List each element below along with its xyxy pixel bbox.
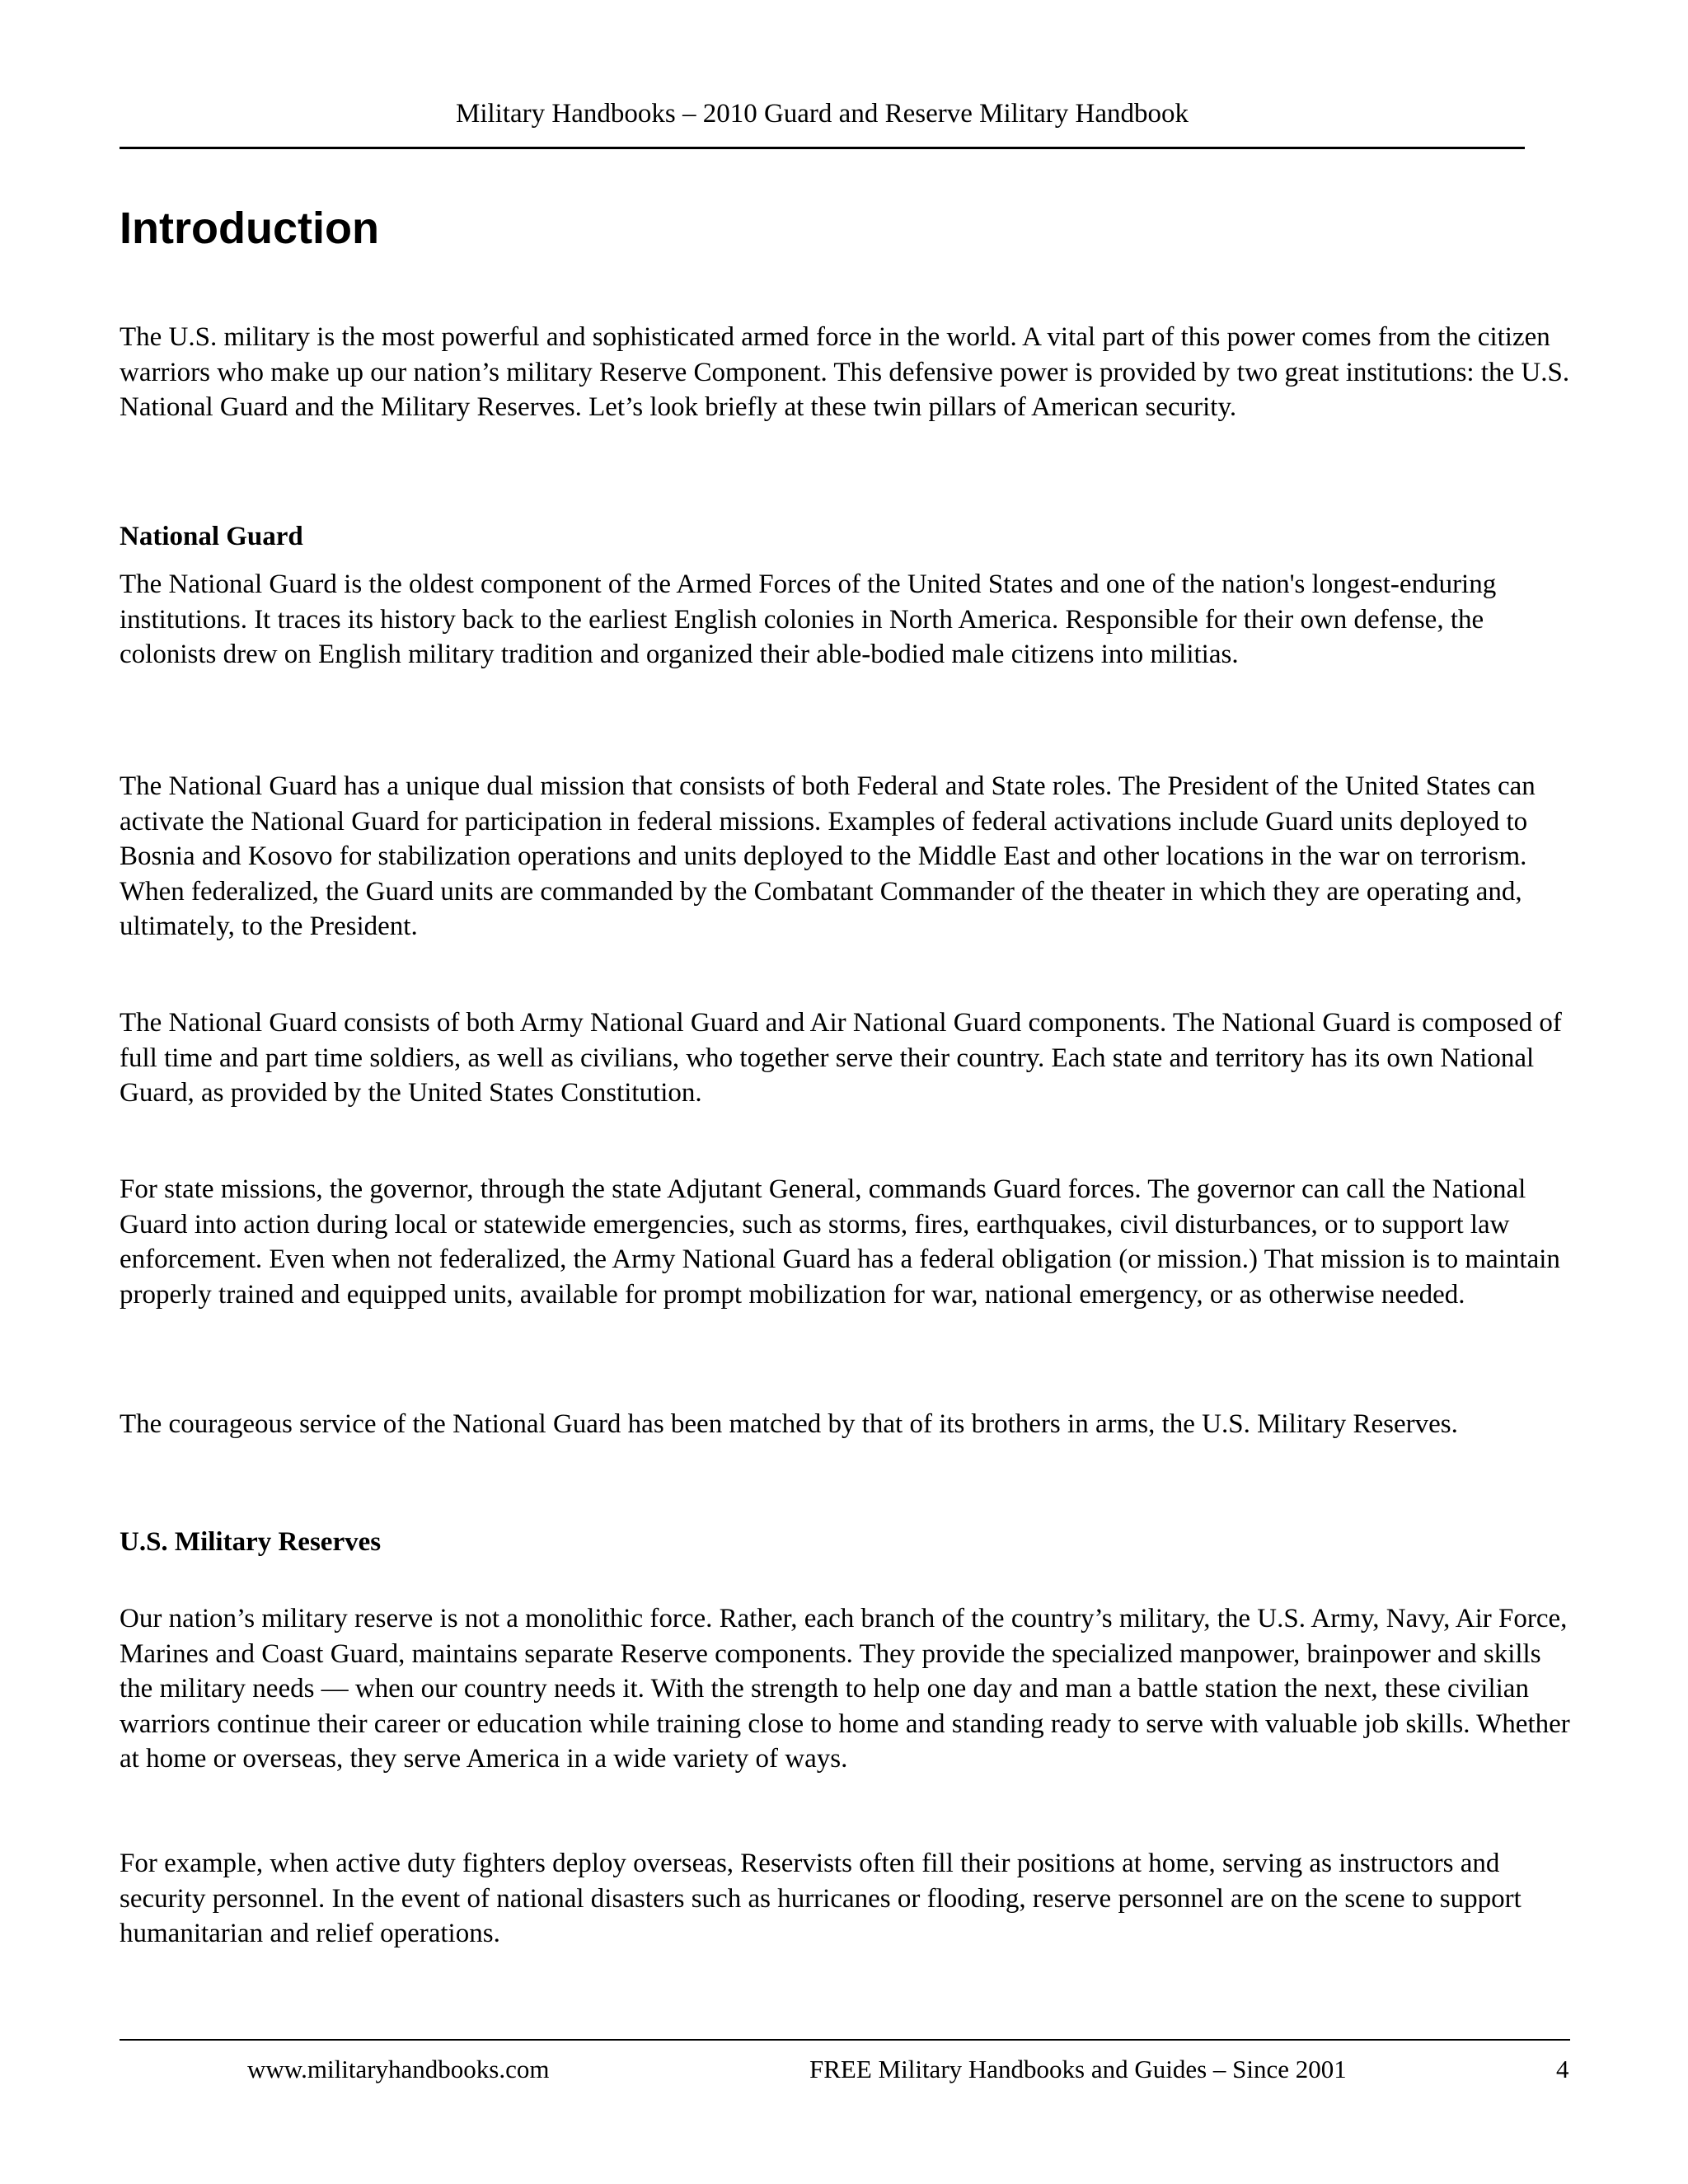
national-guard-paragraph-5: The courageous service of the National Guard has been matched by that of its brothers in arms, the U.S. Military Reserves. (120, 1409, 1458, 1439)
footer-divider (120, 2039, 1570, 2041)
section-heading-national-guard: National Guard (120, 522, 303, 551)
intro-paragraph: The U.S. military is the most powerful and sophisticated armed force in the world. A vital part of this power comes from the citizen warriors who make up our nation’s military Reserve Component. This defensive power is provided by two great institutions: the U.S. National Guard and the Military Reserves. Let’s look briefly at these twin pillars of American security. (120, 322, 1570, 422)
page-number: 4 (1556, 2055, 1569, 2083)
running-header: Military Handbooks – 2010 Guard and Reserve Military Handbook (455, 99, 1189, 129)
footer-url: www.militaryhandbooks.com (247, 2055, 550, 2083)
footer-tagline: FREE Military Handbooks and Guides – Since 2001 (809, 2055, 1347, 2083)
page-title: Introduction (120, 204, 379, 253)
section-heading-reserves: U.S. Military Reserves (120, 1527, 382, 1557)
reserves-paragraph-2: For example, when active duty fighters deploy overseas, Reservists often fill their positions at home, serving as instructors and security personnel. In the event of national disasters such as hurricanes or flooding, reserve personnel are on the scene to support humanitarian and relief operations. (120, 1849, 1522, 1948)
national-guard-paragraph-3: The National Guard consists of both Army National Guard and Air National Guard components. The National Guard is composed of full time and part time soldiers, as well as civilians, who together serve their country. Each state and territory has its own National Guard, as provided by the United States Constitution. (120, 1008, 1562, 1108)
national-guard-paragraph-4: For state missions, the governor, through the state Adjutant General, commands Guard forces. The governor can call the National Guard into action during local or statewide emergencies, such as storms, fires, earthquakes, civil disturbances, or to support law enforcement. Even when not federalized, the Army National Guard has a federal obligation (or mission.) That mission is to maintain properly trained and equipped units, available for prompt mobilization for war, national emergency, or as otherwise needed. (120, 1174, 1560, 1310)
national-guard-paragraph-2: The National Guard has a unique dual mission that consists of both Federal and State roles. The President of the United States can activate the National Guard for participation in federal missions. Examples of federal activations include Guard units deployed to Bosnia and Kosovo for stabilization operations and units deployed to the Middle East and other locations in the war on terrorism. When federalized, the Guard units are commanded by the Combatant Commander of the theater in which they are operating and, ultimately, to the President. (120, 771, 1536, 941)
header-divider (120, 147, 1525, 149)
national-guard-paragraph-1: The National Guard is the oldest component of the Armed Forces of the United States and one of the nation's longest-enduring institutions. It traces its history back to the earliest English colonies in North America. Responsible for their own defense, the colonists drew on English military tradition and organized their able-bodied male citizens into militias. (120, 569, 1497, 669)
reserves-paragraph-1: Our nation’s military reserve is not a monolithic force. Rather, each branch of the country’s military, the U.S. Army, Navy, Air Force, Marines and Coast Guard, maintains separate Reserve components. They provide the specialized manpower, brainpower and skills the military needs — when our country needs it. With the strength to help one day and man a battle station the next, these civilian warriors continue their career or education while training close to home and standing ready to serve with valuable job skills. Whether at home or overseas, they serve America in a wide variety of ways. (120, 1604, 1570, 1774)
